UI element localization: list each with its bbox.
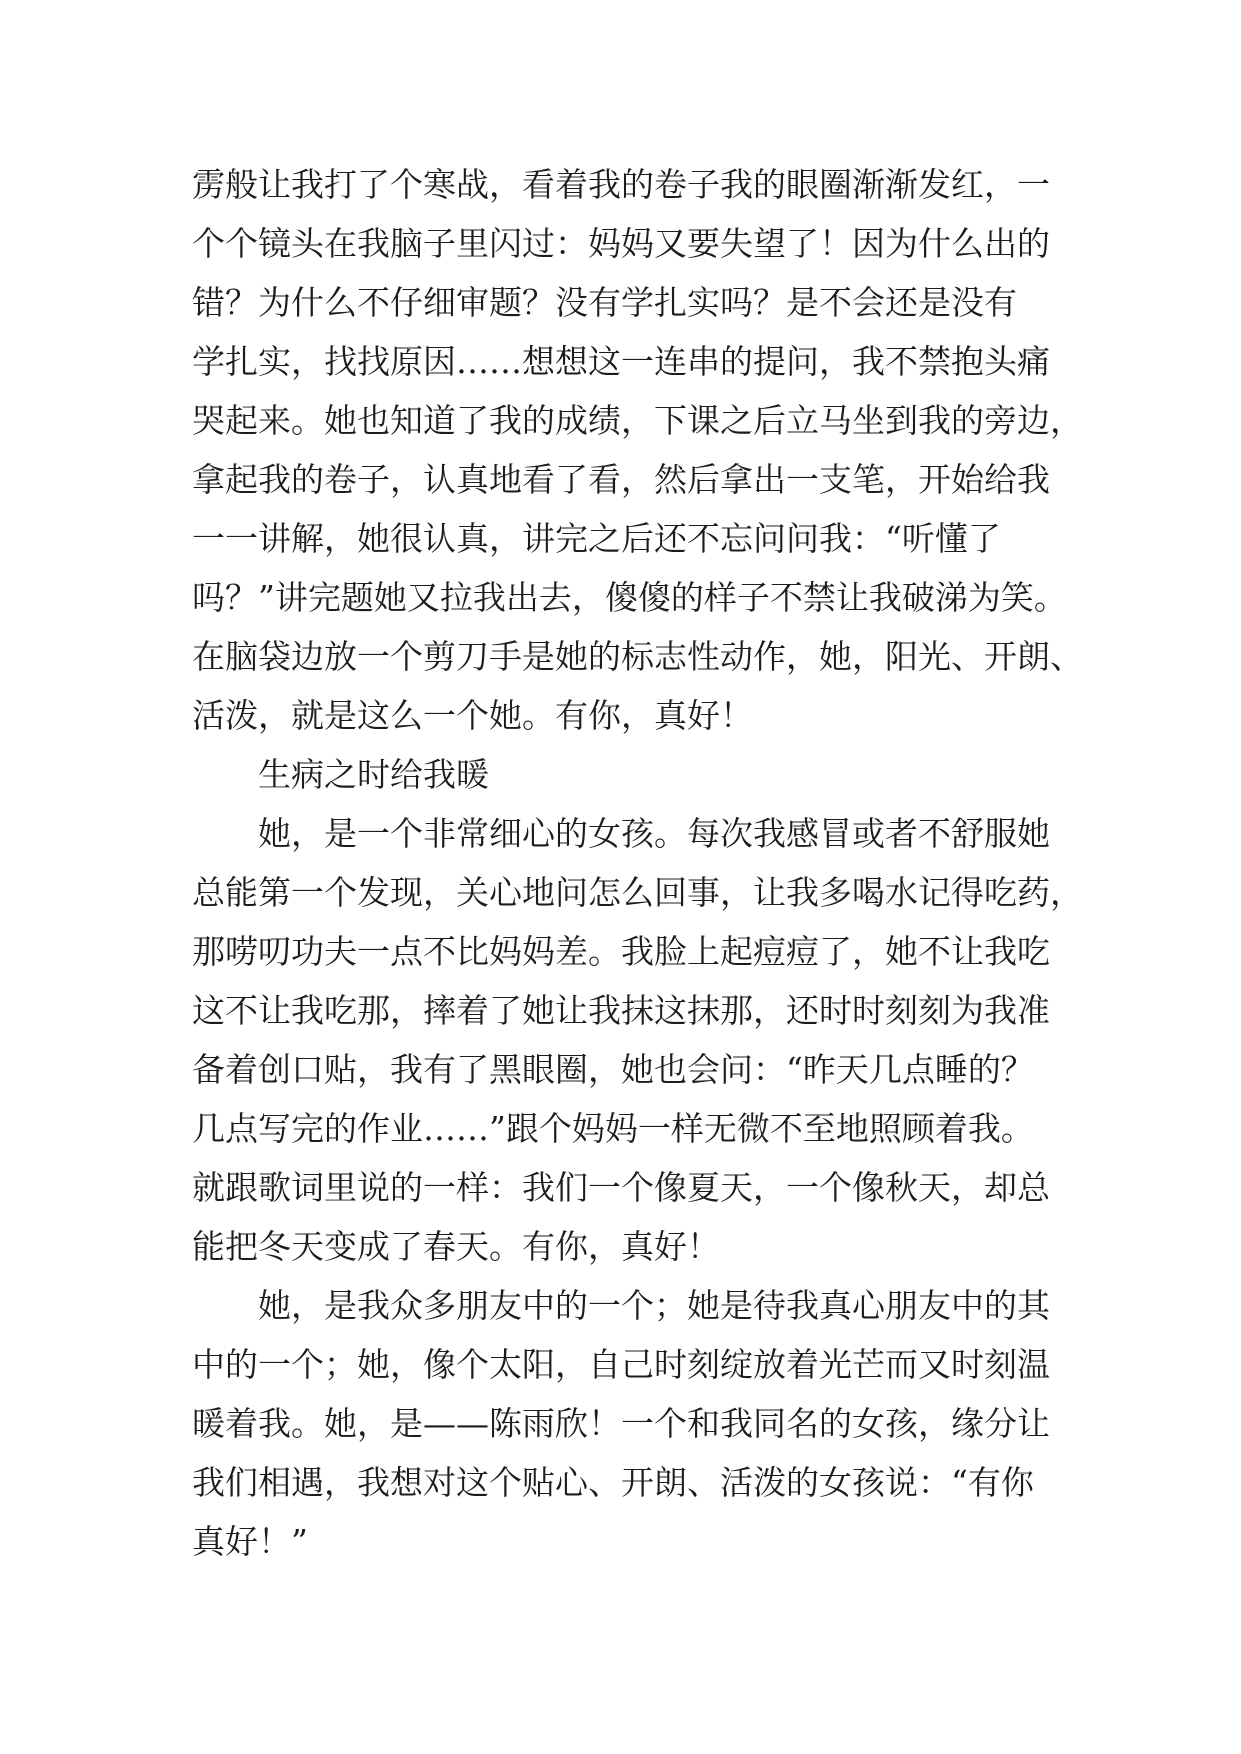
text-line: 就跟歌词里说的一样：我们一个像夏天，一个像秋天，却总 <box>192 1168 1050 1207</box>
text-line: 她，是一个非常细心的女孩。每次我感冒或者不舒服她 <box>258 814 1050 853</box>
text-line: 这不让我吃那，摔着了她让我抹这抹那，还时时刻刻为我准 <box>192 991 1050 1030</box>
text-line: 雳般让我打了个寒战，看着我的卷子我的眼圈渐渐发红，一 <box>192 165 1050 204</box>
paragraph-0 <box>192 155 1083 745</box>
text-line: 错？为什么不仔细审题？没有学扎实吗？是不会还是没有 <box>192 283 1017 322</box>
paragraph-3 <box>192 1276 1072 1571</box>
text-line: 我们相遇，我想对这个贴心、开朗、活泼的女孩说：“有你 <box>192 1463 1034 1502</box>
text-line: 个个镜头在我脑子里闪过：妈妈又要失望了！因为什么出的 <box>192 224 1050 263</box>
text-line: 中的一个；她，像个太阳，自己时刻绽放着光芒而又时刻温 <box>192 1345 1050 1384</box>
text-line: 在脑袋边放一个剪刀手是她的标志性动作，她，阳光、开朗、 <box>192 637 1083 676</box>
text-line: 哭起来。她也知道了我的成绩，下课之后立马坐到我的旁边， <box>192 401 1083 440</box>
text-line: 吗？”讲完题她又拉我出去，傻傻的样子不禁让我破涕为笑。 <box>192 578 1067 617</box>
document-page <box>192 155 1083 1571</box>
text-line: 能把冬天变成了春天。有你，真好！ <box>192 1227 720 1266</box>
text-line: 拿起我的卷子，认真地看了看，然后拿出一支笔，开始给我 <box>192 460 1050 499</box>
text-line: 她，是我众多朋友中的一个；她是待我真心朋友中的其 <box>258 1286 1050 1325</box>
text-line: 暖着我。她，是——陈雨欣！一个和我同名的女孩，缘分让 <box>192 1404 1050 1443</box>
text-line: 活泼，就是这么一个她。有你，真好！ <box>192 696 753 735</box>
text-line: 几点写完的作业……”跟个妈妈一样无微不至地照顾着我。 <box>192 1109 1034 1148</box>
text-line: 生病之时给我暖 <box>258 755 489 794</box>
paragraph-2 <box>192 804 1083 1276</box>
text-line: 真好！” <box>192 1522 308 1561</box>
text-line: 备着创口贴，我有了黑眼圈，她也会问：“昨天几点睡的？ <box>192 1050 1034 1089</box>
text-line: 那唠叨功夫一点不比妈妈差。我脸上起痘痘了，她不让我吃 <box>192 932 1050 971</box>
text-line: 一一讲解，她很认真，讲完之后还不忘问问我：“听懂了 <box>192 519 1001 558</box>
text-line: 学扎实，找找原因……想想这一连串的提问，我不禁抱头痛 <box>192 342 1050 381</box>
section-heading <box>192 745 1072 804</box>
text-line: 总能第一个发现，关心地问怎么回事，让我多喝水记得吃药， <box>192 873 1083 912</box>
